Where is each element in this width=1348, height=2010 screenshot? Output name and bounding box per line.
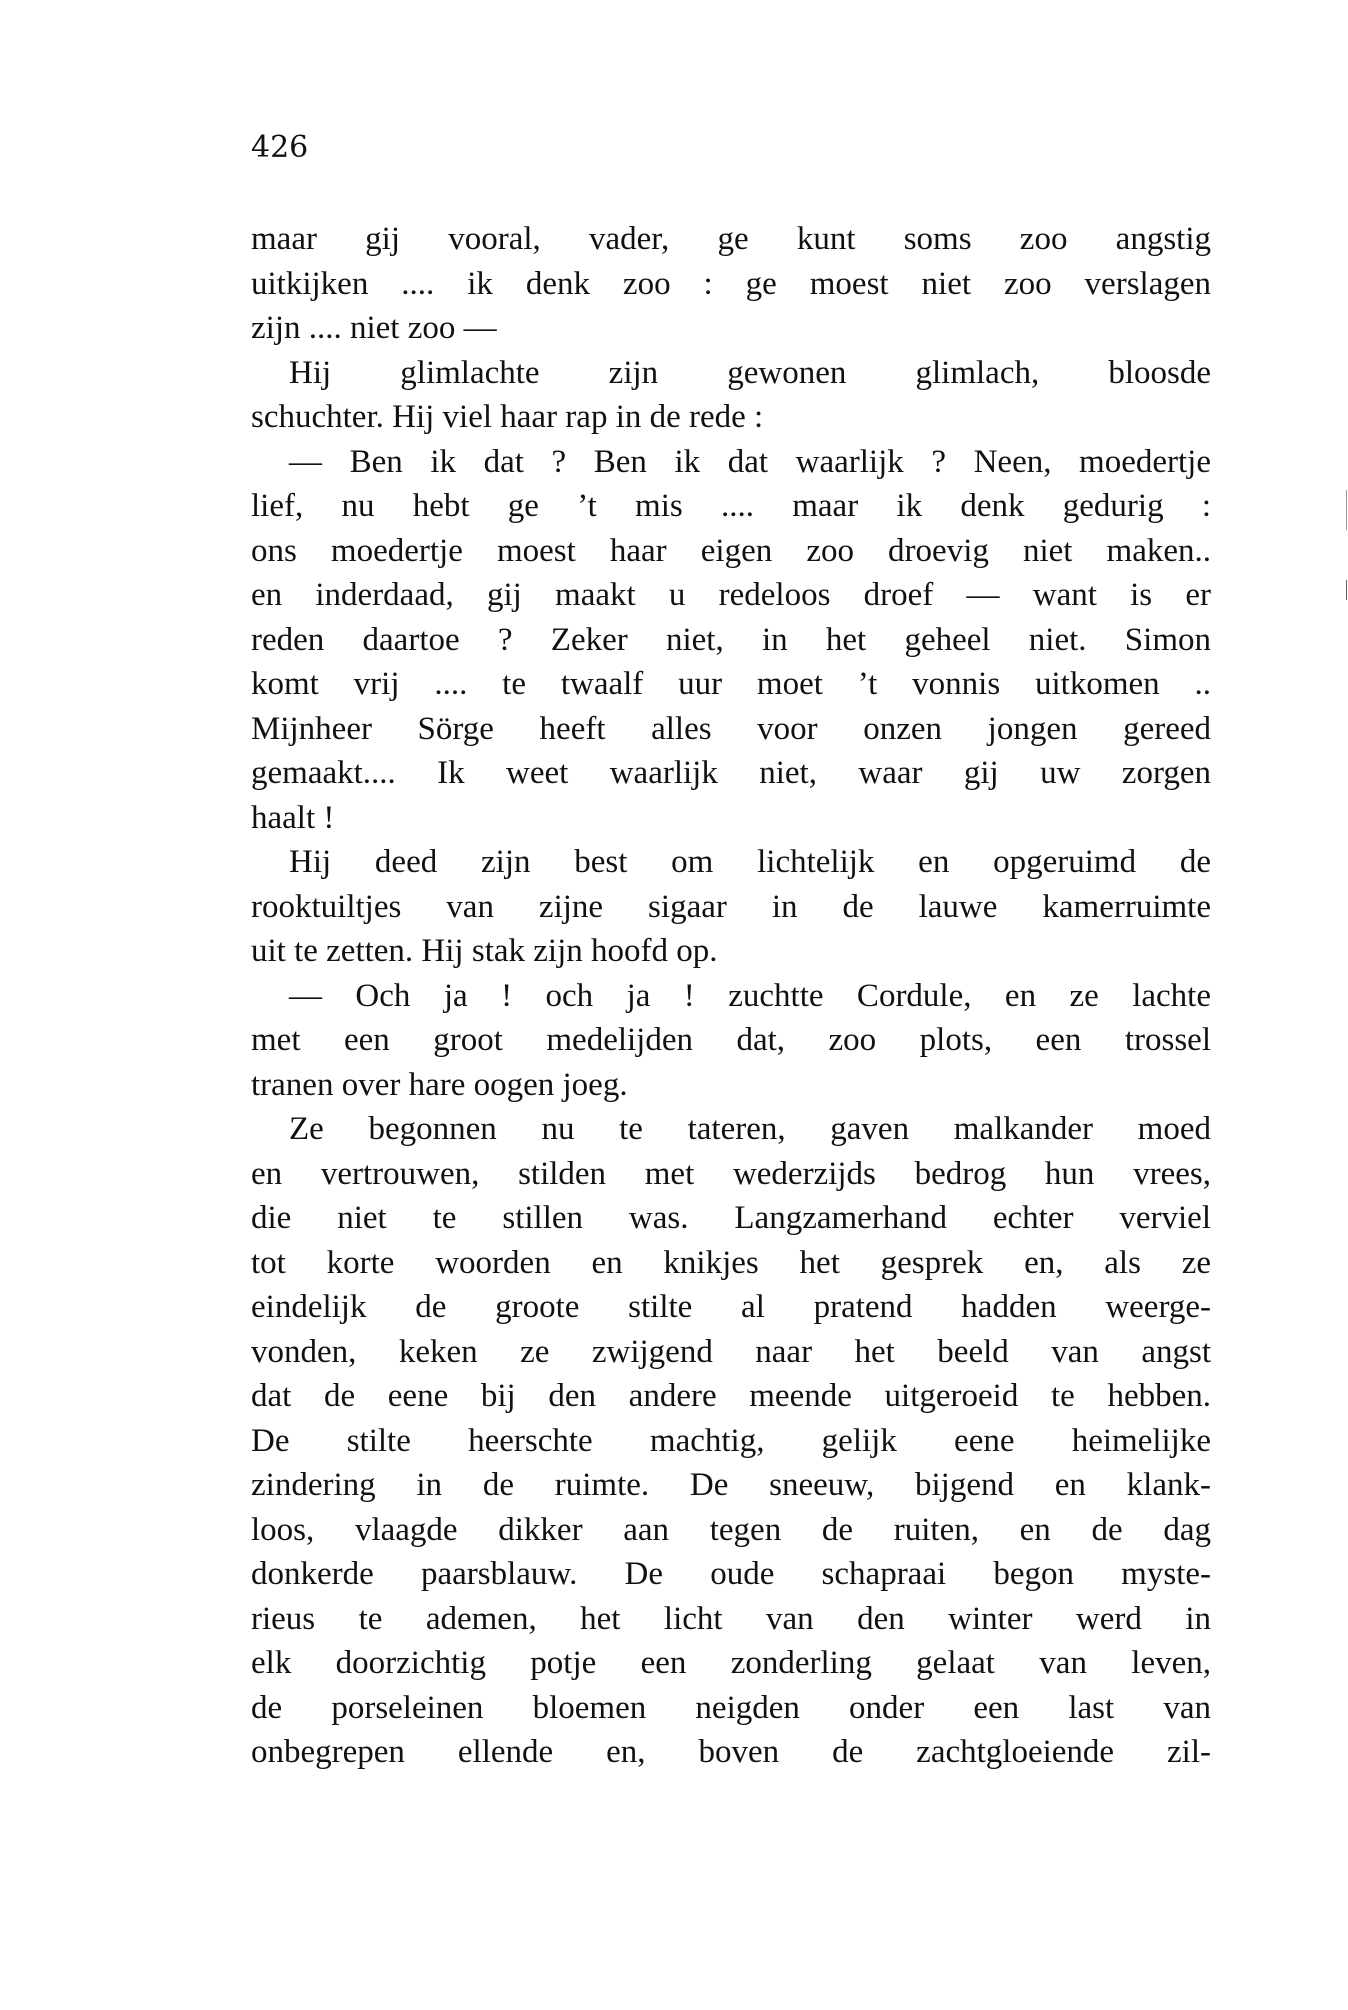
text-line: ons moedertje moest haar eigen zoo droevig niet maken.. xyxy=(251,532,1211,569)
text-line: elk doorzichtig potje een zonderling gelaat van leven, xyxy=(251,1645,1211,1681)
text-line: haalt ! xyxy=(251,799,335,836)
text-line: en inderdaad, gij maakt u redeloos droef — want is er xyxy=(251,577,1211,613)
text-line: rieus te ademen, het licht van den winter werd in xyxy=(251,1600,1211,1637)
text-line: — Och ja ! och ja ! zuchtte Cordule, en ze lachte xyxy=(289,977,1211,1014)
text-line: Ze begonnen nu te tateren, gaven malkander moed xyxy=(289,1111,1211,1147)
text-line: zindering in de ruimte. De sneeuw, bijgend en klank- xyxy=(251,1467,1211,1503)
text-line: vonden, keken ze zwijgend naar het beeld van angst xyxy=(251,1333,1211,1370)
text-line: — Ben ik dat ? Ben ik dat waarlijk ? Neen, moedertje xyxy=(289,443,1211,480)
text-line: uitkijken .... ik denk zoo : ge moest niet zoo verslagen xyxy=(251,265,1211,302)
text-line: schuchter. Hij viel haar rap in de rede : xyxy=(251,399,764,435)
text-line: en vertrouwen, stilden met wederzijds bedrog hun vrees, xyxy=(251,1155,1211,1192)
body-text xyxy=(251,217,1211,1775)
text-line: komt vrij .... te twaalf uur moet ’t vonnis uitkomen .. xyxy=(251,666,1211,702)
text-line: uit te zetten. Hij stak zijn hoofd op. xyxy=(251,933,718,969)
text-line: Hij deed zijn best om lichtelijk en opgeruimd de xyxy=(289,844,1211,880)
text-line: tot korte woorden en knikjes het gesprek en, als ze xyxy=(251,1244,1211,1281)
text-line: lief, nu hebt ge ’t mis .... maar ik denk gedurig : xyxy=(251,488,1211,524)
text-line: reden daartoe ? Zeker niet, in het geheel niet. Simon xyxy=(251,621,1211,658)
text-line: dat de eene bij den andere meende uitgeroeid te hebben. xyxy=(251,1378,1211,1414)
text-line: tranen over hare oogen joeg. xyxy=(251,1066,628,1103)
text-line: donkerde paarsblauw. De oude schapraai begon myste- xyxy=(251,1556,1211,1592)
scan-artifact xyxy=(1346,580,1347,600)
text-line: maar gij vooral, vader, ge kunt soms zoo angstig xyxy=(251,221,1211,257)
text-line: eindelijk de groote stilte al pratend hadden weerge- xyxy=(251,1289,1211,1325)
text-line: Hij glimlachte zijn gewonen glimlach, bloosde xyxy=(289,354,1211,391)
text-line: onbegrepen ellende en, boven de zachtgloeiende zil- xyxy=(251,1734,1211,1770)
text-line: met een groot medelijden dat, zoo plots, een trossel xyxy=(251,1022,1211,1058)
text-line: de porseleinen bloemen neigden onder een last van xyxy=(251,1689,1211,1726)
text-line: gemaakt.... Ik weet waarlijk niet, waar gij uw zorgen xyxy=(251,755,1211,791)
scan-artifact xyxy=(1346,490,1347,530)
text-line: rooktuiltjes van zijne sigaar in de lauwe kamerruimte xyxy=(251,888,1211,925)
text-line: De stilte heerschte machtig, gelijk eene heimelijke xyxy=(251,1422,1211,1459)
page-number: 426 xyxy=(251,130,309,165)
text-line: zijn .... niet zoo — xyxy=(251,310,497,346)
text-line: Mijnheer Sörge heeft alles voor onzen jongen gereed xyxy=(251,710,1211,747)
text-line: loos, vlaagde dikker aan tegen de ruiten, en de dag xyxy=(251,1511,1211,1548)
text-line: die niet te stillen was. Langzamerhand echter verviel xyxy=(251,1200,1211,1236)
